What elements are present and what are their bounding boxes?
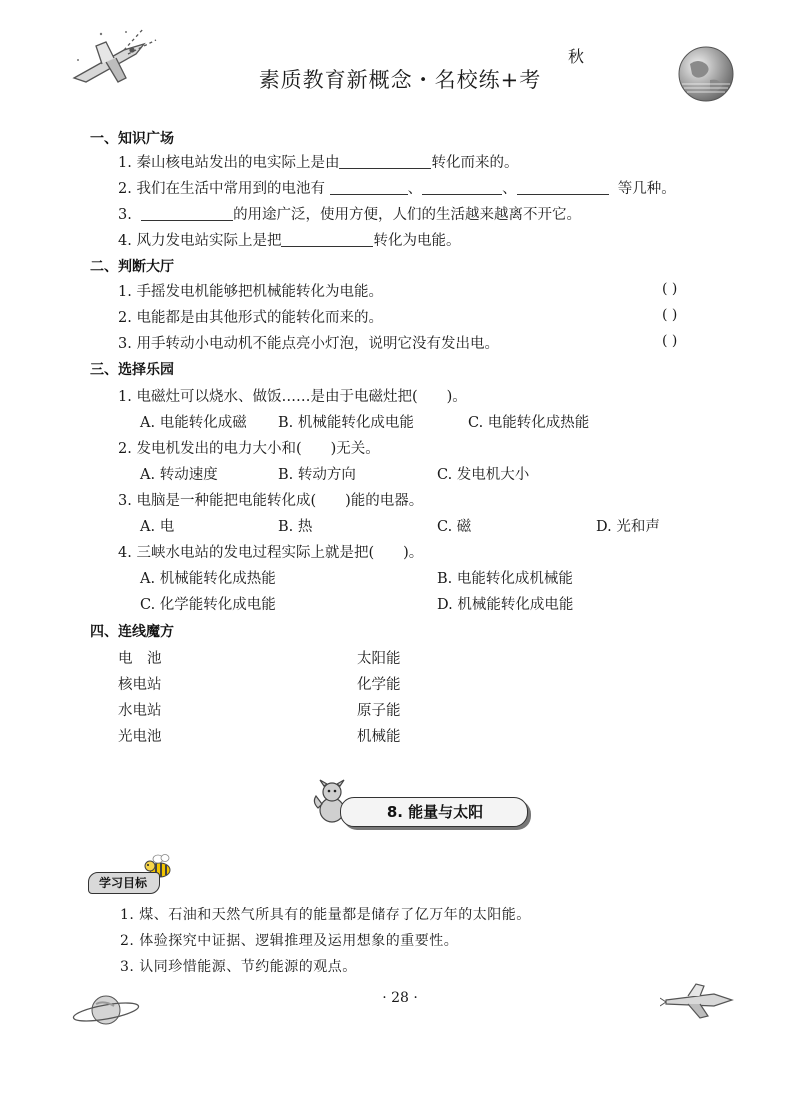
book-series-title: 素质教育新概念・名校练+考 [258,68,542,92]
judge-question-3: 3. 用手转动小电动机不能点亮小灯泡，说明它没有发出电。 [118,336,499,352]
answer-blank[interactable] [339,154,431,169]
learning-goal-item: 3. 认同珍惜能源、节约能源的观点。 [120,959,357,975]
choice-question-2: 2. 发电机发出的电力大小和( )无关。 [118,441,380,457]
fill-question-1: 1. 秦山核电站发出的电实际上是由 转化而来的。 [118,155,519,171]
answer-bracket[interactable]: ( ) [662,281,678,297]
section-title-matching: 四、连线魔方 [90,624,174,640]
choice-option[interactable]: A. 电 [140,519,175,535]
learning-goals-label: 学习目标 [98,876,147,890]
fill-question-4: 4. 风力发电站实际上是把 转化为电能。 [118,233,461,249]
choice-option[interactable]: A. 电能转化成磁 [140,415,247,431]
fill-question-2: 2. 我们在生活中常用到的电池有 、 、 等几种。 [118,181,676,197]
season-label: 秋 [568,47,585,66]
choice-option[interactable]: C. 化学能转化成电能 [140,597,276,613]
match-left-item[interactable]: 水电站 [118,703,162,719]
choice-option[interactable]: D. 机械能转化成电能 [437,597,574,613]
choice-question-4: 4. 三峡水电站的发电过程实际上就是把( )。 [118,545,424,561]
fill-question-3: 3. 的用途广泛，使用方便，人们的生活越来越离不开它。 [118,207,582,223]
judge-question-2: 2. 电能都是由其他形式的能转化而来的。 [118,310,383,326]
choice-question-3: 3. 电脑是一种能把电能转化成( )能的电器。 [118,493,424,509]
choice-option[interactable]: D. 光和声 [596,519,660,535]
choice-question-1: 1. 电磁灶可以烧水、做饭……是由于电磁灶把( )。 [118,389,467,405]
choice-option[interactable]: B. 转动方向 [278,467,356,483]
choice-option[interactable]: B. 热 [278,519,313,535]
section-title-choice: 三、选择乐园 [90,362,174,378]
match-left-item[interactable]: 光电池 [118,729,162,745]
section-title-judgement: 二、判断大厅 [90,259,174,275]
answer-blank[interactable] [517,180,609,195]
section-title-knowledge: 一、知识广场 [90,131,174,147]
answer-bracket[interactable]: ( ) [662,307,678,323]
match-left-item[interactable]: 核电站 [118,677,162,693]
choice-option[interactable]: B. 机械能转化成电能 [278,415,414,431]
match-left-item[interactable]: 电 池 [118,651,162,667]
choice-option[interactable]: C. 磁 [437,519,472,535]
page-number: · 28 · [382,990,418,1006]
match-right-item[interactable]: 原子能 [357,703,401,719]
match-right-item[interactable]: 机械能 [357,729,401,745]
choice-option[interactable]: A. 转动速度 [140,467,218,483]
choice-option[interactable]: C. 电能转化成热能 [468,415,590,431]
answer-bracket[interactable]: ( ) [662,333,678,349]
choice-option[interactable]: C. 发电机大小 [437,467,530,483]
answer-blank[interactable] [141,206,233,221]
choice-option[interactable]: A. 机械能转化成热能 [140,571,276,587]
answer-blank[interactable] [281,232,373,247]
choice-option[interactable]: B. 电能转化成机械能 [437,571,573,587]
lesson-title: 8. 能量与太阳 [386,803,484,821]
learning-goal-item: 2. 体验探究中证据、逻辑推理及运用想象的重要性。 [120,933,459,949]
learning-goal-item: 1. 煤、石油和天然气所具有的能量都是储存了亿万年的太阳能。 [120,907,531,923]
judge-question-1: 1. 手摇发电机能够把机械能转化为电能。 [118,284,383,300]
match-right-item[interactable]: 太阳能 [357,651,401,667]
answer-blank[interactable] [330,180,408,195]
answer-blank[interactable] [422,180,502,195]
match-right-item[interactable]: 化学能 [357,677,401,693]
